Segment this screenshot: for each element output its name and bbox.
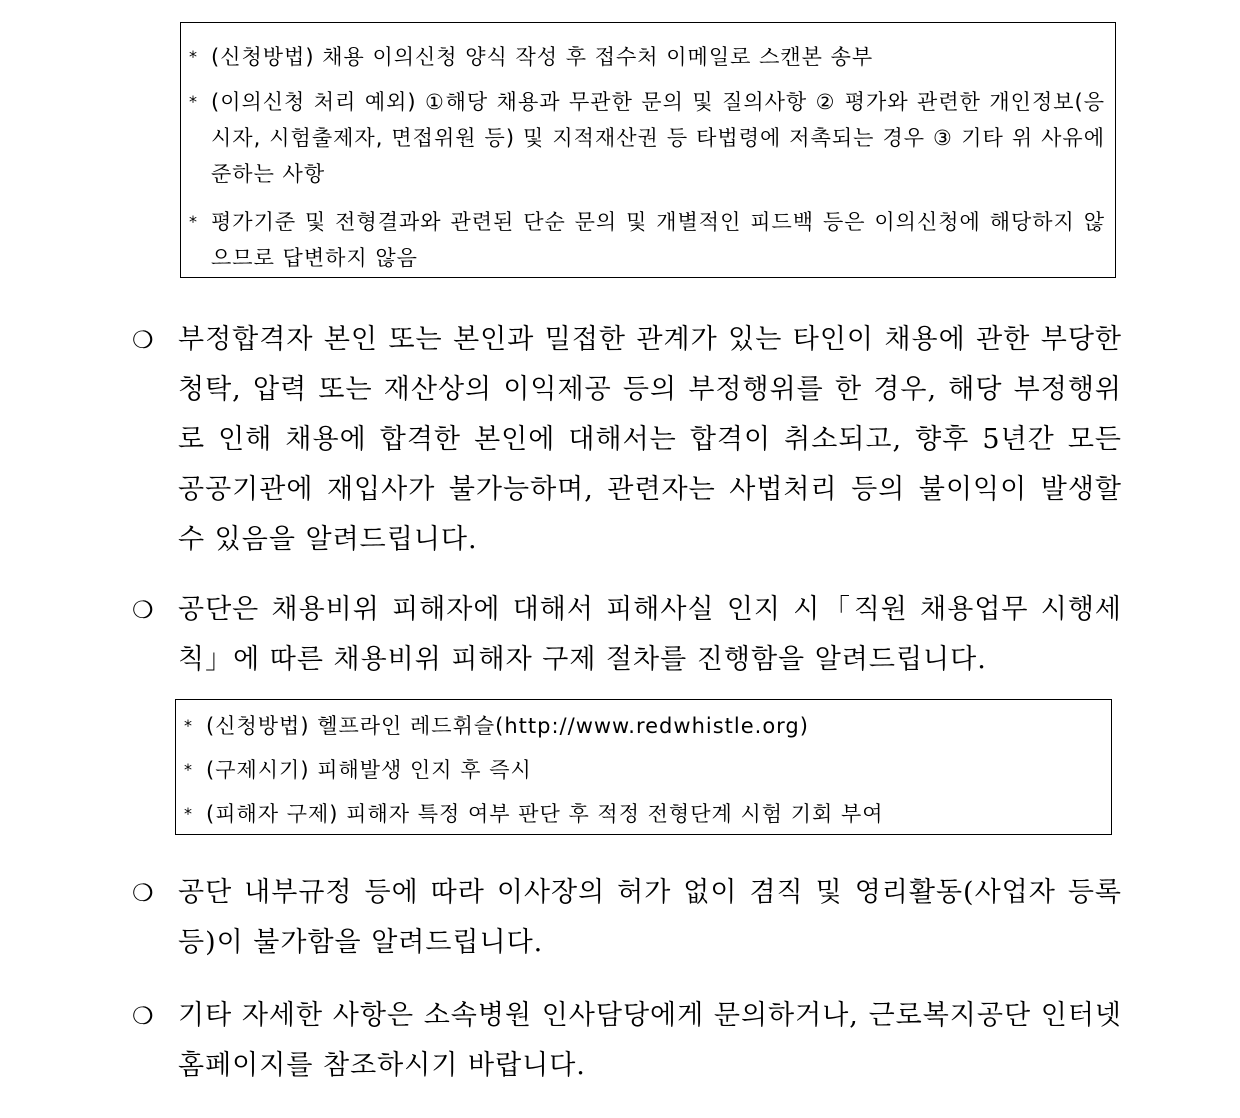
note-item xyxy=(184,794,1101,834)
paragraph-text: 기타 자세한 사항은 소속병원 인사담당에게 문의하거나, 근로복지공단 인터넷 홈페이지를 참조하시기 바랍니다. xyxy=(178,1000,1122,1081)
note-item xyxy=(184,706,1101,746)
note-marker: * xyxy=(189,92,198,111)
note-text: (구제시기) 피해발생 인지 후 즉시 xyxy=(206,758,532,782)
paragraph-text: 공단은 채용비위 피해자에 대해서 피해사실 인지 시「직원 채용업무 시행세칙」에 따른 채용비위 피해자 구제 절차를 진행함을 알려드립니다. xyxy=(178,594,1122,675)
paragraph-victim-relief xyxy=(132,585,1122,685)
relief-notes-box xyxy=(175,699,1112,835)
note-marker: * xyxy=(184,716,193,735)
note-marker: * xyxy=(184,760,193,779)
note-marker: * xyxy=(189,47,198,66)
note-marker: * xyxy=(184,804,193,823)
note-item xyxy=(184,750,1101,790)
note-item xyxy=(189,84,1105,192)
objection-notes-box xyxy=(180,22,1116,278)
circle-bullet-icon: ❍ xyxy=(132,879,155,907)
paragraph-fraud-notice xyxy=(132,315,1122,565)
note-text: (신청방법) 채용 이의신청 양식 작성 후 접수처 이메일로 스캔본 송부 xyxy=(211,45,874,69)
paragraph-text: 공단 내부규정 등에 따라 이사장의 허가 없이 겸직 및 영리활동(사업자 등록 등)이 불가함을 알려드립니다. xyxy=(178,877,1122,958)
note-text: (신청방법) 헬프라인 레드휘슬(http://www.redwhistle.org) xyxy=(206,714,809,738)
circle-bullet-icon: ❍ xyxy=(132,1002,155,1030)
paragraph-contact-notice xyxy=(132,991,1122,1091)
note-item xyxy=(189,39,1105,75)
note-marker: * xyxy=(189,212,198,231)
circle-bullet-icon: ❍ xyxy=(132,326,155,354)
note-text: (이의신청 처리 예외) ①해당 채용과 무관한 문의 및 질의사항 ② 평가와 관련한 개인정보(응시자, 시험출제자, 면접위원 등) 및 지적재산권 등 타법령에 저촉되는 경우 ③ 기타 위 사유에 준하는 사항 xyxy=(211,90,1105,186)
note-text: 평가기준 및 전형결과와 관련된 단순 문의 및 개별적인 피드백 등은 이의신청에 해당하지 않으므로 답변하지 않음 xyxy=(211,210,1105,270)
circle-bullet-icon: ❍ xyxy=(132,596,155,624)
paragraph-side-job-notice xyxy=(132,868,1122,968)
paragraph-text: 부정합격자 본인 또는 본인과 밀접한 관계가 있는 타인이 채용에 관한 부당한 청탁, 압력 또는 재산상의 이익제공 등의 부정행위를 한 경우, 해당 부정행위로 인해 채용에 합격한 본인에 대해서는 합격이 취소되고, 향후 5년간 모든 공공기관에 재입사가 불가능하며, 관련자는 사법처리 등의 불이익이 발생할 수 있음을 알려드립니다. xyxy=(178,324,1122,555)
note-text: (피해자 구제) 피해자 특정 여부 판단 후 적정 전형단계 시험 기회 부여 xyxy=(206,802,884,826)
note-item xyxy=(189,204,1105,276)
